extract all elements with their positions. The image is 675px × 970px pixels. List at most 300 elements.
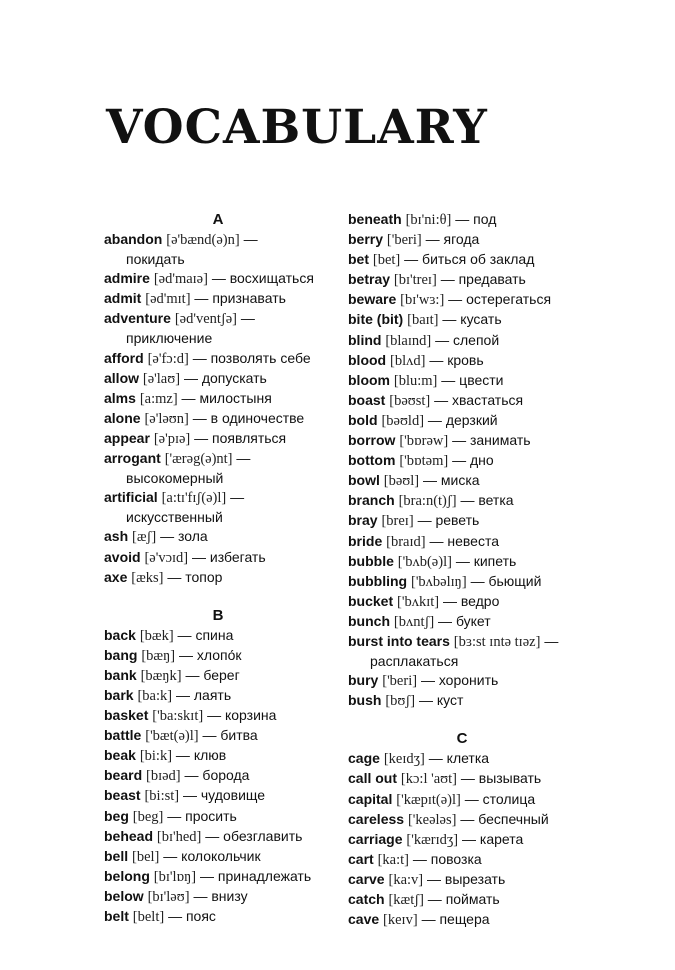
entry-translation: повозка bbox=[430, 850, 482, 867]
entry-word: bucket bbox=[348, 592, 394, 609]
entry-dash: — bbox=[192, 548, 207, 565]
vocabulary-entry bbox=[348, 769, 576, 789]
entry-dash: — bbox=[417, 512, 432, 529]
entry-translation: принадлежать bbox=[217, 867, 312, 884]
vocabulary-entry bbox=[348, 532, 576, 552]
entry-transcription: [keɪdʒ] bbox=[383, 751, 425, 768]
entry-dash: — bbox=[211, 270, 226, 287]
entry-transcription: [bet] bbox=[372, 252, 401, 269]
vocabulary-entry bbox=[104, 686, 332, 706]
entry-transcription: [braɪd] bbox=[386, 533, 426, 550]
entry-word: battle bbox=[104, 727, 142, 744]
entry-translation-line bbox=[104, 469, 332, 488]
entry-transcription: [bɪ'lɒŋ] bbox=[153, 868, 197, 885]
entry-translation: цвести bbox=[459, 371, 504, 388]
vocabulary-column-right bbox=[348, 210, 576, 930]
vocabulary-entry bbox=[348, 310, 576, 330]
entry-translation: столица bbox=[482, 790, 536, 807]
section-letter: B bbox=[212, 606, 224, 624]
entry-dash: — bbox=[192, 409, 207, 426]
vocabulary-entry bbox=[348, 331, 576, 351]
vocabulary-entry bbox=[348, 250, 576, 270]
entry-dash: — bbox=[442, 592, 457, 609]
entry-translation: слепой bbox=[453, 331, 500, 348]
entry-transcription: [bʊʃ] bbox=[385, 693, 416, 710]
entry-dash: — bbox=[427, 411, 442, 428]
entry-translation: хлопо́к bbox=[196, 646, 242, 663]
entry-word: bet bbox=[348, 251, 369, 268]
entry-translation: позволять себе bbox=[210, 349, 311, 366]
vocabulary-entry bbox=[104, 488, 332, 508]
entry-dash: — bbox=[429, 532, 444, 549]
entry-dash: — bbox=[421, 911, 436, 928]
vocabulary-entry bbox=[104, 548, 332, 568]
entry-word: axe bbox=[104, 568, 128, 585]
entry-dash: — bbox=[441, 371, 456, 388]
vocabulary-entry bbox=[348, 210, 576, 230]
entry-word: artificial bbox=[104, 489, 158, 506]
entry-translation: признавать bbox=[212, 290, 286, 307]
entry-dash: — bbox=[460, 492, 475, 509]
entry-word: bank bbox=[104, 666, 137, 683]
entry-dash: — bbox=[438, 612, 453, 629]
entry-word: bite (bit) bbox=[348, 311, 404, 328]
entry-translation: просить bbox=[185, 807, 237, 824]
entry-word: bride bbox=[348, 532, 383, 549]
entry-transcription: [a:mz] bbox=[139, 390, 178, 407]
entry-transcription: [ə'vɔɪd] bbox=[144, 549, 189, 566]
entry-translation: в одиночестве bbox=[210, 409, 305, 426]
entry-word: betray bbox=[348, 271, 391, 288]
vocabulary-entry bbox=[104, 887, 332, 907]
entry-word: abandon bbox=[104, 231, 163, 247]
entry-dash: — bbox=[194, 429, 209, 446]
entry-transcription: ['keələs] bbox=[407, 811, 457, 828]
entry-word: borrow bbox=[348, 432, 396, 449]
entry-transcription: [əd'ventʃə] bbox=[174, 311, 237, 328]
entry-dash: — bbox=[193, 887, 208, 904]
vocabulary-entry bbox=[104, 726, 332, 746]
entry-transcription: [blʌd] bbox=[390, 352, 426, 369]
entry-transcription: [bɪ'hed] bbox=[156, 828, 202, 845]
entry-translation-line bbox=[104, 250, 332, 269]
section-letter: A bbox=[212, 211, 224, 228]
entry-dash: — bbox=[404, 251, 419, 268]
entry-transcription: [bəʊl] bbox=[383, 473, 420, 490]
entry-translation: избегать bbox=[209, 548, 266, 565]
entry-word: bury bbox=[348, 672, 379, 689]
entry-transcription: [bæŋ] bbox=[141, 647, 176, 664]
entry-dash: — bbox=[462, 830, 476, 847]
entry-transcription: [bel] bbox=[132, 848, 160, 865]
entry-translation: пояс bbox=[185, 908, 216, 924]
entry-transcription: [bʌntʃ] bbox=[393, 613, 435, 630]
entry-word: boast bbox=[348, 391, 386, 408]
vocabulary-entry bbox=[104, 827, 332, 847]
entry-translation: остерегаться bbox=[466, 291, 552, 308]
entry-word: bottom bbox=[348, 452, 396, 469]
entry-translation: вырезать bbox=[444, 870, 506, 887]
entry-word: blind bbox=[348, 331, 382, 348]
entry-transcription: [ə'fɔ:d] bbox=[147, 350, 189, 367]
entry-transcription: ['beri] bbox=[386, 232, 422, 249]
entry-dash: — bbox=[455, 552, 470, 569]
vocabulary-entry bbox=[104, 766, 332, 786]
entry-transcription: [ə'bænd(ə)n] bbox=[166, 232, 240, 248]
entry-word: beware bbox=[348, 291, 397, 308]
vocabulary-entry bbox=[104, 349, 332, 369]
entry-translation: букет bbox=[455, 612, 491, 629]
entry-word: alone bbox=[104, 409, 141, 426]
entry-translation: борода bbox=[202, 767, 250, 784]
entry-word: burst into tears bbox=[348, 632, 450, 649]
vocabulary-entry bbox=[104, 867, 332, 887]
entry-dash: — bbox=[243, 231, 258, 247]
entry-translation: расплакаться bbox=[370, 653, 459, 670]
entry-dash: — bbox=[175, 686, 190, 703]
entry-word: careless bbox=[348, 810, 405, 827]
entry-translation: появляться bbox=[212, 429, 287, 446]
entry-transcription: [bɪ'wɜ:] bbox=[400, 292, 445, 309]
entry-dash: — bbox=[175, 747, 190, 764]
entry-dash: — bbox=[423, 472, 438, 489]
entry-word: allow bbox=[104, 369, 140, 386]
vocabulary-entry bbox=[348, 230, 576, 250]
entry-transcription: [blaɪnd] bbox=[385, 332, 432, 349]
entry-transcription: [əd'mɪt] bbox=[145, 291, 191, 308]
entry-word: admire bbox=[104, 270, 150, 287]
entry-translation: беспечный bbox=[478, 810, 549, 827]
page-title: VOCABULARY bbox=[106, 100, 488, 155]
entry-transcription: ['bʌbəlɪŋ] bbox=[410, 573, 467, 590]
entry-translation-line bbox=[104, 508, 332, 527]
entry-dash: — bbox=[240, 310, 255, 327]
entry-dash: — bbox=[179, 646, 193, 663]
entry-translation: корзина bbox=[224, 707, 277, 724]
vocabulary-entry bbox=[104, 429, 332, 449]
entry-translation: хоронить bbox=[438, 672, 499, 689]
entry-dash: — bbox=[460, 810, 475, 827]
entry-dash: — bbox=[184, 767, 199, 784]
entry-word: bang bbox=[104, 646, 138, 663]
entry-word: bark bbox=[104, 686, 134, 703]
entry-word: appear bbox=[104, 429, 150, 446]
entry-transcription: [kætʃ] bbox=[388, 892, 424, 908]
entry-dash: — bbox=[442, 311, 457, 328]
entry-dash: — bbox=[163, 847, 178, 864]
entry-dash: — bbox=[470, 572, 485, 589]
entry-transcription: [ə'ləʊn] bbox=[144, 410, 189, 427]
entry-word: belt bbox=[104, 908, 129, 924]
entry-dash: — bbox=[192, 349, 207, 366]
entry-dash: — bbox=[420, 672, 435, 689]
entry-word: admit bbox=[104, 290, 142, 307]
entry-translation: чудовище bbox=[200, 787, 266, 804]
vocabulary-entry bbox=[348, 592, 576, 612]
vocabulary-entry bbox=[348, 870, 576, 890]
entry-transcription: ['beri] bbox=[382, 673, 418, 690]
entry-translation: под bbox=[473, 211, 497, 227]
entry-dash: — bbox=[452, 452, 467, 469]
entry-dash: — bbox=[185, 666, 200, 683]
vocabulary-entry bbox=[104, 907, 332, 927]
entry-transcription: [æks] bbox=[131, 569, 164, 586]
entry-dash: — bbox=[440, 271, 455, 288]
entry-dash: — bbox=[460, 770, 475, 787]
entry-dash: — bbox=[425, 231, 440, 248]
entry-translation: невеста bbox=[447, 532, 499, 549]
entry-dash: — bbox=[544, 632, 559, 649]
entry-dash: — bbox=[160, 528, 175, 545]
entry-translation: клетка bbox=[446, 750, 490, 767]
entry-translation: кровь bbox=[447, 351, 484, 368]
vocabulary-entry bbox=[348, 910, 576, 930]
entry-translation: поймать bbox=[445, 891, 500, 907]
vocabulary-entry bbox=[348, 451, 576, 471]
entry-word: bowl bbox=[348, 472, 380, 489]
entry-translation: вызывать bbox=[478, 770, 542, 787]
vocabulary-entry bbox=[348, 290, 576, 310]
entry-word: below bbox=[104, 887, 144, 904]
vocabulary-entry bbox=[104, 409, 332, 429]
entry-translation: ягода bbox=[443, 231, 480, 248]
vocabulary-entry bbox=[348, 552, 576, 572]
entry-translation: хвастаться bbox=[452, 391, 524, 408]
entry-transcription: [bɪ'ləʊ] bbox=[147, 888, 190, 905]
vocabulary-entry bbox=[104, 568, 332, 588]
entry-word: avoid bbox=[104, 548, 141, 565]
entry-translation: бьющий bbox=[488, 572, 542, 589]
entry-word: basket bbox=[104, 707, 149, 724]
entry-word: afford bbox=[104, 349, 144, 366]
entry-translation: высокомерный bbox=[126, 470, 224, 487]
entry-word: ash bbox=[104, 528, 129, 545]
entry-transcription: [ə'pɪə] bbox=[153, 430, 191, 447]
entry-word: beak bbox=[104, 747, 136, 764]
entry-transcription: [belt] bbox=[132, 909, 165, 925]
entry-dash: — bbox=[464, 790, 479, 807]
entry-word: bunch bbox=[348, 612, 390, 629]
entry-translation: дерзкий bbox=[445, 411, 498, 428]
entry-dash: — bbox=[435, 331, 450, 348]
vocabulary-entry bbox=[104, 646, 332, 666]
vocabulary-entry bbox=[104, 786, 332, 806]
entry-transcription: [bɪəd] bbox=[146, 768, 181, 785]
entry-dash: — bbox=[427, 870, 441, 887]
entry-translation: карета bbox=[479, 830, 524, 847]
vocabulary-entry bbox=[348, 431, 576, 451]
vocabulary-entry bbox=[348, 371, 576, 391]
vocabulary-entry bbox=[348, 890, 576, 910]
vocabulary-entry bbox=[104, 527, 332, 547]
entry-word: bush bbox=[348, 692, 382, 709]
entry-word: bray bbox=[348, 512, 378, 529]
entry-transcription: [bɪ'treɪ] bbox=[393, 272, 437, 289]
entry-translation: битва bbox=[220, 727, 258, 744]
entry-translation: берег bbox=[203, 666, 240, 683]
entry-translation: спина bbox=[195, 626, 234, 643]
entry-transcription: [bæŋk] bbox=[140, 667, 182, 684]
entry-transcription: ['bʌkɪt] bbox=[397, 593, 440, 610]
vocabulary-entry bbox=[348, 850, 576, 870]
entry-translation: дно bbox=[469, 452, 494, 469]
vocabulary-entry bbox=[104, 746, 332, 766]
entry-transcription: [keɪv] bbox=[383, 912, 418, 929]
entry-word: back bbox=[104, 626, 136, 643]
entry-translation: приключение bbox=[126, 330, 213, 347]
entry-translation: клюв bbox=[193, 747, 227, 764]
entry-dash: — bbox=[207, 707, 222, 724]
entry-word: beg bbox=[104, 807, 129, 824]
entry-transcription: ['bɒrəw] bbox=[399, 433, 449, 450]
entry-word: bell bbox=[104, 847, 129, 864]
entry-word: bubbling bbox=[348, 572, 408, 589]
vocabulary-entry bbox=[104, 369, 332, 389]
entry-transcription: [bi:st] bbox=[144, 788, 180, 805]
entry-transcription: [bra:n(t)ʃ] bbox=[398, 493, 457, 510]
vocabulary-entry bbox=[104, 626, 332, 646]
entry-dash: — bbox=[167, 568, 182, 585]
entry-dash: — bbox=[418, 692, 433, 709]
entry-transcription: [ka:t] bbox=[377, 851, 409, 868]
vocabulary-entry bbox=[104, 807, 332, 827]
entry-transcription: ['bæt(ə)l] bbox=[145, 728, 199, 745]
entry-dash: — bbox=[434, 391, 449, 408]
entry-dash: — bbox=[429, 351, 444, 368]
vocabulary-entry bbox=[348, 471, 576, 491]
vocabulary-entry bbox=[348, 511, 576, 531]
entry-translation: допускать bbox=[201, 369, 267, 386]
section-letter: C bbox=[456, 730, 468, 748]
entry-transcription: [bɜ:st ɪntə tɪəz] bbox=[453, 633, 541, 650]
vocabulary-entry bbox=[348, 491, 576, 511]
entry-translation: миска bbox=[440, 472, 480, 489]
entry-translation: внизу bbox=[211, 887, 248, 904]
vocabulary-entry bbox=[348, 391, 576, 411]
entry-word: carve bbox=[348, 870, 385, 887]
vocabulary-entry bbox=[348, 790, 576, 810]
entry-word: capital bbox=[348, 790, 393, 807]
entry-dash: — bbox=[236, 450, 251, 467]
entry-word: call out bbox=[348, 770, 398, 787]
vocabulary-entry bbox=[348, 572, 576, 592]
entry-translation: колокольчик bbox=[181, 847, 261, 864]
entry-translation: занимать bbox=[469, 432, 531, 449]
entry-transcription: ['ærəg(ə)nt] bbox=[164, 451, 233, 468]
vocabulary-entry bbox=[104, 666, 332, 686]
vocabulary-entry bbox=[104, 449, 332, 469]
entry-transcription: [baɪt] bbox=[407, 312, 439, 329]
entry-translation-line bbox=[348, 652, 576, 671]
vocabulary-entry bbox=[348, 411, 576, 431]
entry-word: catch bbox=[348, 891, 385, 907]
entry-dash: — bbox=[427, 891, 442, 907]
entry-dash: — bbox=[428, 750, 443, 767]
entry-translation: милостыня bbox=[199, 389, 272, 406]
vocabulary-entry bbox=[104, 230, 332, 250]
vocabulary-entry bbox=[104, 269, 332, 289]
entry-transcription: [bəʊld] bbox=[381, 412, 425, 429]
entry-translation: зола bbox=[177, 528, 208, 545]
vocabulary-entry bbox=[104, 389, 332, 409]
entry-transcription: [bi:k] bbox=[139, 748, 173, 765]
entry-translation: покидать bbox=[126, 251, 185, 268]
entry-transcription: ['ba:skɪt] bbox=[152, 708, 204, 725]
entry-word: alms bbox=[104, 389, 136, 406]
entry-word: arrogant bbox=[104, 450, 161, 467]
vocabulary-entry bbox=[104, 289, 332, 309]
vocabulary-column-left bbox=[104, 209, 332, 927]
entry-dash: — bbox=[230, 489, 245, 506]
vocabulary-entry bbox=[104, 309, 332, 329]
entry-word: cage bbox=[348, 750, 380, 767]
entry-dash: — bbox=[202, 727, 217, 744]
vocabulary-entry bbox=[348, 351, 576, 371]
vocabulary-entry bbox=[348, 830, 576, 850]
entry-word: bold bbox=[348, 411, 378, 428]
entry-transcription: [bɪ'ni:θ] bbox=[405, 212, 452, 228]
entry-translation-line bbox=[104, 329, 332, 348]
entry-transcription: [bæk] bbox=[139, 627, 174, 644]
vocabulary-entry bbox=[348, 691, 576, 711]
entry-translation: пещера bbox=[439, 911, 490, 928]
entry-word: belong bbox=[104, 867, 150, 884]
entry-word: berry bbox=[348, 231, 384, 248]
entry-translation: кусать bbox=[460, 311, 502, 328]
entry-transcription: [blu:m] bbox=[393, 372, 438, 389]
entry-transcription: [bəʊst] bbox=[389, 392, 431, 409]
entry-translation: лаять bbox=[193, 686, 232, 703]
entry-translation: восхищаться bbox=[229, 270, 314, 287]
entry-word: beard bbox=[104, 767, 143, 784]
entry-dash: — bbox=[177, 626, 192, 643]
entry-transcription: ['kæpɪt(ə)l] bbox=[396, 791, 461, 808]
vocabulary-entry bbox=[348, 810, 576, 830]
entry-transcription: [ba:k] bbox=[137, 687, 173, 704]
entry-transcription: [breɪ] bbox=[381, 513, 414, 530]
entry-word: adventure bbox=[104, 310, 171, 327]
entry-transcription: [ə'laʊ] bbox=[142, 370, 181, 387]
entry-transcription: [æʃ] bbox=[132, 529, 157, 546]
entry-transcription: [kɔ:l 'aʊt] bbox=[400, 771, 457, 788]
entry-dash: — bbox=[168, 908, 183, 924]
entry-dash: — bbox=[181, 389, 196, 406]
vocabulary-entry bbox=[348, 671, 576, 691]
vocabulary-entry bbox=[348, 632, 576, 652]
entry-translation: топор bbox=[185, 568, 223, 585]
entry-dash: — bbox=[194, 290, 209, 307]
entry-dash: — bbox=[412, 850, 427, 867]
entry-translation: ветка bbox=[478, 492, 514, 509]
entry-translation: биться об заклад bbox=[422, 251, 535, 268]
entry-word: carriage bbox=[348, 830, 403, 847]
entry-translation: предавать bbox=[458, 271, 526, 288]
entry-translation: обезглавить bbox=[223, 827, 303, 844]
entry-translation: искусственный bbox=[126, 509, 223, 526]
entry-word: bloom bbox=[348, 371, 390, 388]
entry-translation: кипеть bbox=[473, 552, 517, 569]
entry-word: beast bbox=[104, 787, 141, 804]
entry-dash: — bbox=[205, 827, 220, 844]
entry-dash: — bbox=[167, 807, 182, 824]
vocabulary-entry bbox=[348, 270, 576, 290]
entry-transcription: ['bɒtəm] bbox=[399, 453, 449, 470]
entry-dash: — bbox=[452, 432, 467, 449]
entry-word: cart bbox=[348, 850, 374, 867]
entry-translation: реветь bbox=[435, 512, 480, 529]
entry-translation: куст bbox=[436, 692, 464, 709]
entry-transcription: [ka:v] bbox=[388, 871, 424, 888]
